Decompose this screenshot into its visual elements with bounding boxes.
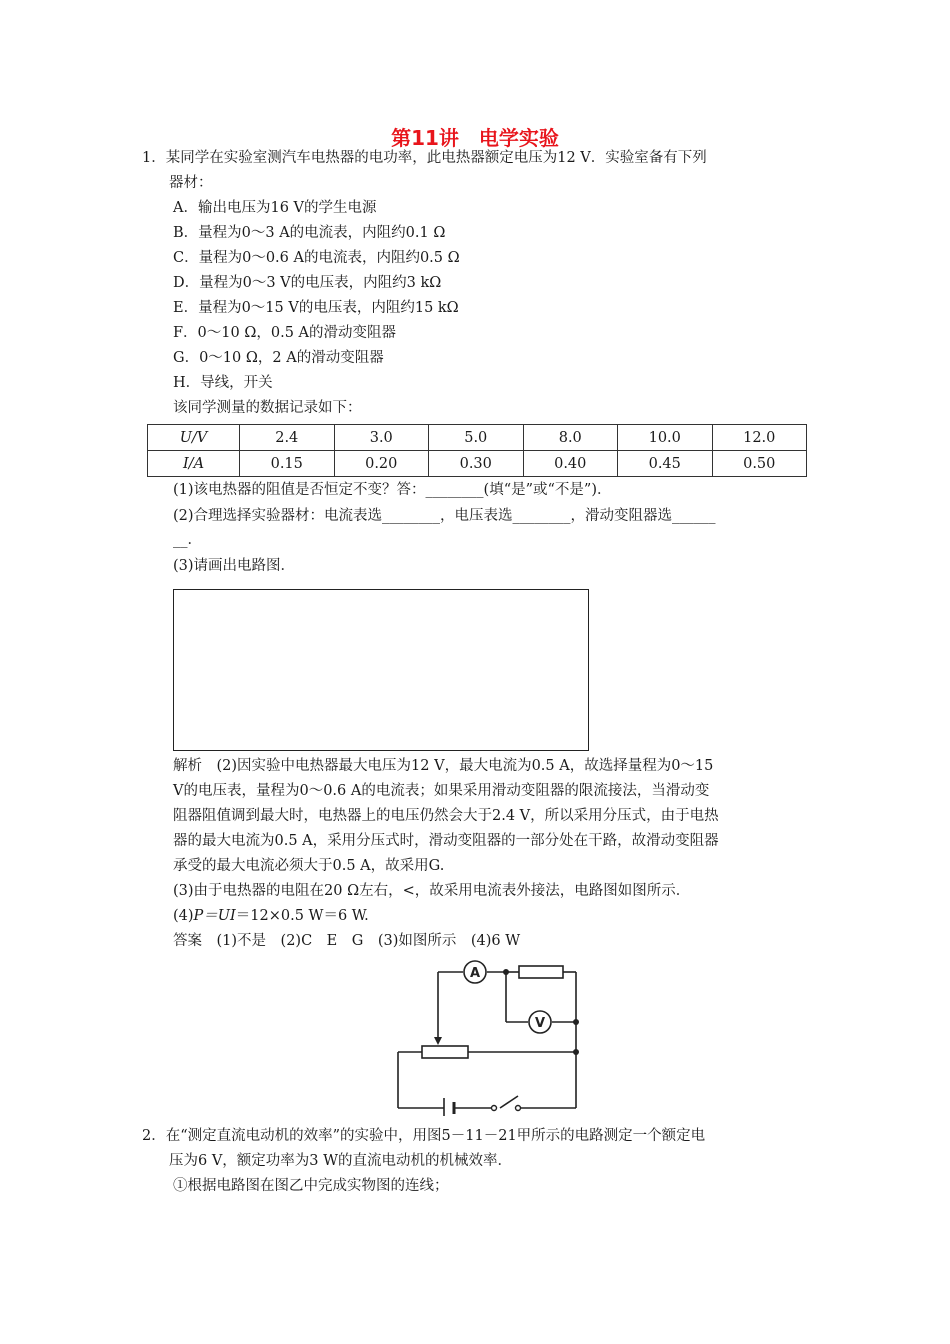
q2-line3: ①根据电路图在图乙中完成实物图的连线；	[173, 1178, 449, 1194]
q2-line1: 2．在“测定直流电动机的效率”的实验中，用图5－11－21甲所示的电路测定一个额定电	[142, 1128, 706, 1144]
table-cell: 0.45	[618, 451, 713, 477]
power-result: ＝12×0.5 W＝6 W.	[235, 908, 369, 924]
q1-option-g: G．0～10 Ω，2 A的滑动变阻器	[173, 350, 384, 366]
q1-sub1: (1)该电热器的阻值是否恒定不变？答：________(填“是”或“不是”)．	[173, 482, 612, 498]
table-cell: 0.20	[334, 451, 429, 477]
table-cell: 0.40	[523, 451, 618, 477]
rheostat	[422, 1046, 468, 1058]
analysis-line: 器的最大电流为0.5 A，采用分压式时，滑动变阻器的一部分处在干路，故滑动变阻器	[173, 833, 719, 849]
analysis-line: 承受的最大电流必须大于0.5 A，故采用G.	[173, 858, 445, 874]
q1-option-c: C．量程为0～0.6 A的电流表，内阻约0.5 Ω	[173, 250, 460, 266]
table-header-u: U/V	[148, 425, 240, 451]
ammeter-label: A	[469, 966, 481, 981]
table-row	[148, 425, 807, 451]
switch-contact	[516, 1106, 521, 1111]
q1-sub2-line2: __．	[173, 532, 202, 548]
table-header-i: I/A	[148, 451, 240, 477]
switch-contact	[492, 1106, 497, 1111]
answer-box	[173, 589, 589, 751]
q1-option-h: H．导线，开关	[173, 375, 273, 391]
table-cell: 3.0	[334, 425, 429, 451]
voltmeter-label: V	[534, 1016, 546, 1031]
power-prefix: (4)	[173, 908, 194, 924]
slider-arrow	[434, 1037, 442, 1045]
table-cell: 2.4	[240, 425, 335, 451]
analysis-line: 阻器阻值调到最大时，电热器上的电压仍然会大于2.4 V，所以采用分压式，由于电热	[173, 808, 719, 824]
table-cell: 0.15	[240, 451, 335, 477]
table-cell: 0.30	[429, 451, 524, 477]
q1-stem-line1: 1．某同学在实验室测汽车电热器的电功率，此电热器额定电压为12 V．实验室备有下列	[142, 150, 707, 166]
power-formula: P＝UI	[193, 908, 236, 924]
table-cell: 8.0	[523, 425, 618, 451]
q2-line2: 压为6 V，额定功率为3 W的直流电动机的机械效率．	[169, 1153, 513, 1169]
page-title: 第11讲 电学实验	[391, 126, 559, 150]
q1-table-intro: 该同学测量的数据记录如下：	[173, 400, 362, 416]
junction-dot	[503, 969, 509, 975]
circuit-diagram	[392, 956, 588, 1116]
q1-sub3: (3)请画出电路图．	[173, 558, 296, 574]
q1-option-b: B．量程为0～3 A的电流表，内阻约0.1 Ω	[173, 225, 446, 241]
table-cell: 12.0	[712, 425, 807, 451]
q1-stem-line2: 器材：	[169, 175, 213, 191]
q1-option-f: F．0～10 Ω，0.5 A的滑动变阻器	[173, 325, 397, 341]
table-cell: 10.0	[618, 425, 713, 451]
junction-dot	[573, 1049, 579, 1055]
analysis-line: 解析 (2)因实验中电热器最大电压为12 V，最大电流为0.5 A，故选择量程为0～15	[173, 758, 714, 774]
q1-sub2-line1: (2)合理选择实验器材：电流表选________，电压表选________，滑动变阻器选______	[173, 508, 716, 524]
data-table	[147, 424, 807, 477]
table-row	[148, 451, 807, 477]
analysis-line: V的电压表，量程为0～0.6 A的电流表；如果采用滑动变阻器的限流接法，当滑动变	[173, 783, 710, 799]
answer-line: 答案 (1)不是 (2)C E G (3)如图所示 (4)6 W	[173, 933, 521, 949]
analysis-line: (3)由于电热器的电阻在20 Ω左右，<，故采用电流表外接法，电路图如图所示．	[173, 883, 691, 899]
power-line	[173, 906, 369, 926]
q1-option-d: D．量程为0～3 V的电压表，内阻约3 kΩ	[173, 275, 442, 291]
table-cell: 0.50	[712, 451, 807, 477]
table-cell: 5.0	[429, 425, 524, 451]
q1-option-e: E．量程为0～15 V的电压表，内阻约15 kΩ	[173, 300, 459, 316]
heater-resistor	[519, 966, 563, 978]
q1-option-a: A．输出电压为16 V的学生电源	[173, 200, 377, 216]
junction-dot	[573, 1019, 579, 1025]
